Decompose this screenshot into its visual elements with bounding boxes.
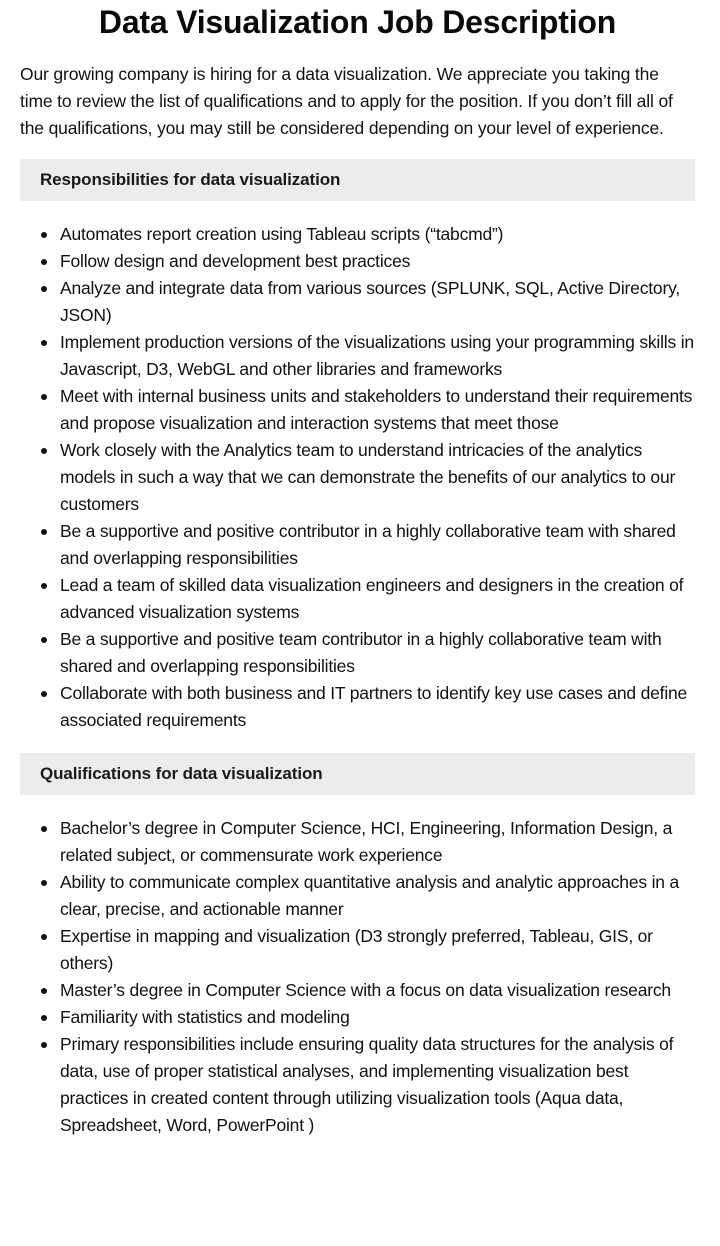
list-item [20,1031,695,1139]
list-item [20,626,695,680]
list-item [20,383,695,437]
bullet-icon [41,988,47,994]
qualifications-list [20,815,695,1139]
list-item-text: Bachelor’s degree in Computer Science, HCI, Engineering, Information Design, a related subject, or commensurate work experience [60,818,673,865]
bullet-icon [41,286,47,292]
list-item [20,437,695,518]
list-item [20,977,695,1004]
bullet-icon [41,637,47,643]
list-item-text: Collaborate with both business and IT partners to identify key use cases and define associated requirements [60,683,688,730]
list-item-text: Master’s degree in Computer Science with a focus on data visualization research [60,980,671,1000]
bullet-icon [41,259,47,265]
list-item [20,221,695,248]
bullet-icon [41,232,47,238]
list-item-text: Be a supportive and positive contributor in a highly collaborative team with shared and overlapping responsibilities [60,521,676,568]
list-item-text: Ability to communicate complex quantitative analysis and analytic approaches in a clear, precise, and actionable manner [60,872,680,919]
bullet-icon [41,448,47,454]
list-item [20,869,695,923]
bullet-icon [41,826,47,832]
list-item-text: Be a supportive and positive team contributor in a highly collaborative team with shared and overlapping responsibilities [60,629,662,676]
responsibilities-list [20,221,695,734]
responsibilities-heading: Responsibilities for data visualization [20,159,695,201]
list-item-text: Meet with internal business units and stakeholders to understand their requirements and propose visualization and interaction systems that meet those [60,386,693,433]
list-item [20,329,695,383]
bullet-icon [41,1042,47,1048]
list-item [20,248,695,275]
bullet-icon [41,583,47,589]
list-item [20,923,695,977]
bullet-icon [41,691,47,697]
list-item [20,1004,695,1031]
list-item [20,518,695,572]
bullet-icon [41,934,47,940]
intro-paragraph: Our growing company is hiring for a data visualization. We appreciate you taking the time to review the list of qualifications and to apply for the position. If you don’t fill all of the qualifications, you may still be considered depending on your level of experience. [20,64,673,138]
list-item [20,815,695,869]
list-item [20,572,695,626]
bullet-icon [41,529,47,535]
list-item-text: Primary responsibilities include ensuring quality data structures for the analysis of data, use of proper statistical analyses, and implementing visualization best practices in created content through utilizing visualization tools (Aqua data, Spreadsheet, Word, PowerPoint ) [60,1034,674,1135]
page-title: Data Visualization Job Description [98,4,617,40]
list-item-text: Expertise in mapping and visualization (D3 strongly preferred, Tableau, GIS, or others) [60,926,653,973]
bullet-icon [41,1015,47,1021]
list-item-text: Work closely with the Analytics team to understand intricacies of the analytics models in such a way that we can demonstrate the benefits of our analytics to our customers [60,440,676,514]
list-item-text: Analyze and integrate data from various sources (SPLUNK, SQL, Active Directory, JSON) [60,278,680,325]
bullet-icon [41,394,47,400]
list-item [20,275,695,329]
bullet-icon [41,340,47,346]
qualifications-heading: Qualifications for data visualization [20,753,695,795]
list-item-text: Implement production versions of the visualizations using your programming skills in Javascript, D3, WebGL and other libraries and frameworks [60,332,694,379]
bullet-icon [41,880,47,886]
list-item-text: Follow design and development best practices [60,251,411,271]
list-item [20,680,695,734]
list-item-text: Lead a team of skilled data visualization engineers and designers in the creation of advanced visualization systems [60,575,684,622]
list-item-text: Automates report creation using Tableau scripts (“tabcmd”) [60,224,504,244]
list-item-text: Familiarity with statistics and modeling [60,1007,350,1027]
